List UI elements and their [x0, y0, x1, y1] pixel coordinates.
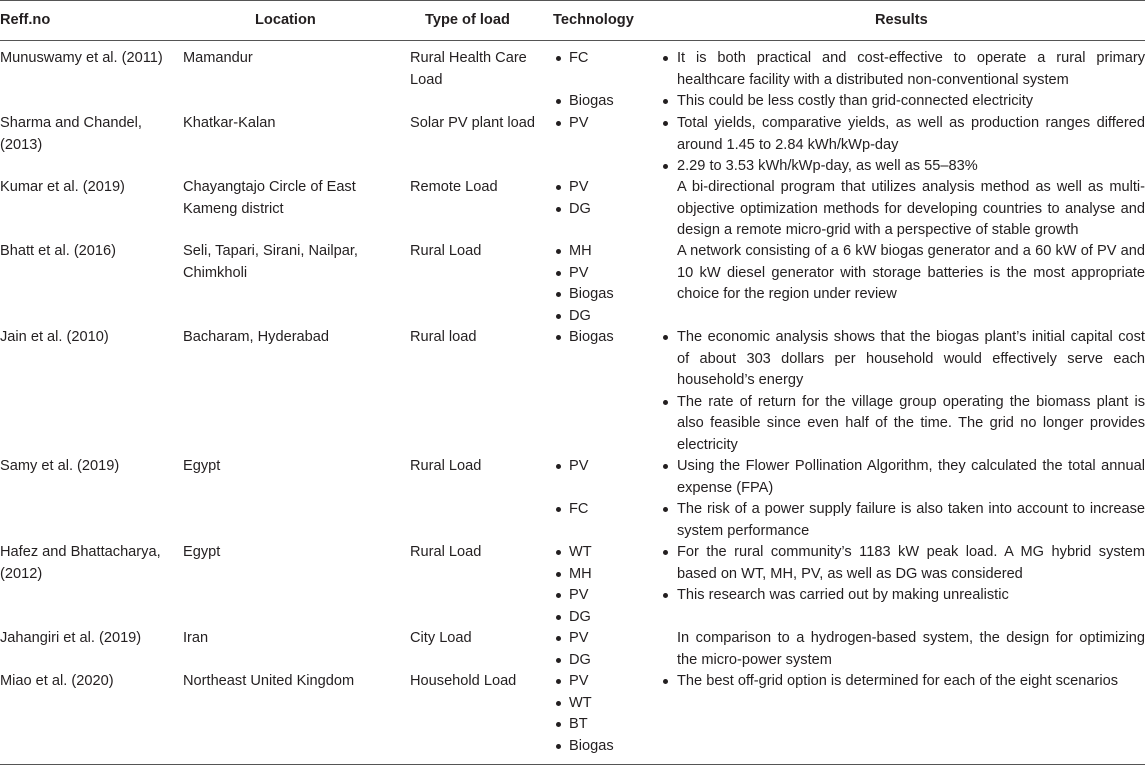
- header-ref: Reff.no: [0, 12, 51, 28]
- tech-item: MH: [555, 241, 645, 263]
- tech-item: MH: [555, 564, 645, 586]
- header-load: Type of load: [425, 12, 510, 28]
- result-item: Using the Flower Pollination Algorithm, they calculated the total annual expense (FPA): [660, 456, 1145, 499]
- row-7-ref: Hafez and Bhattacharya, (2012): [0, 544, 161, 582]
- row-5-results: [660, 327, 1145, 456]
- row-7-tech: [555, 542, 645, 628]
- tech-item: PV: [555, 671, 645, 693]
- row-4-tech: [555, 241, 645, 327]
- result-item: 2.29 to 3.53 kWh/kWp-day, as well as 55–83%: [660, 156, 1145, 178]
- row-9-ref: Miao et al. (2020): [0, 673, 114, 689]
- row-9-tech: [555, 671, 645, 757]
- tech-item: Biogas: [555, 327, 645, 349]
- tech-item: Biogas: [555, 91, 645, 113]
- row-9-location: Northeast United Kingdom: [183, 673, 355, 689]
- tech-item: FC: [555, 48, 645, 70]
- tech-item: PV: [555, 177, 645, 199]
- row-1-location: Mamandur: [183, 50, 253, 66]
- result-item: This could be less costly than grid-connected electricity: [660, 91, 1145, 113]
- tech-item: FC: [555, 499, 645, 521]
- row-4-load: Rural Load: [410, 243, 482, 259]
- row-6-ref: Samy et al. (2019): [0, 458, 120, 474]
- header-results: Results: [875, 12, 928, 28]
- row-3-location: Chayangtajo Circle of East Kameng district: [183, 179, 356, 217]
- row-4-ref: Bhatt et al. (2016): [0, 243, 117, 259]
- row-7-load: Rural Load: [410, 544, 482, 560]
- tech-item: WT: [555, 542, 645, 564]
- top-rule: [0, 0, 1145, 1]
- tech-item: DG: [555, 607, 645, 629]
- result-item: For the rural community’s 1183 kW peak load. A MG hybrid system based on WT, MH, PV, as well as DG was considered: [660, 542, 1145, 585]
- row-1-tech: [555, 48, 645, 70]
- row-8-load: City Load: [410, 630, 472, 646]
- result-item: Total yields, comparative yields, as well as production ranges differed around 1.45 to 2.84 kWh/kWp-day: [660, 113, 1145, 156]
- row-3-results: A bi-directional program that utilizes analysis method as well as multi-objective optimization methods for developing countries to analyse and design a remote micro-grid with a perspective of stable growth: [677, 179, 1145, 238]
- result-item: The rate of return for the village group operating the biomass plant is also feasible since even half of the time. The grid no longer provides electricity: [660, 392, 1145, 457]
- tech-item: PV: [555, 263, 645, 285]
- tech-item: WT: [555, 693, 645, 715]
- tech-item: PV: [555, 628, 645, 650]
- row-2-results: [660, 113, 1145, 178]
- row-5-location: Bacharam, Hyderabad: [183, 329, 330, 345]
- row-6-location: Egypt: [183, 458, 221, 474]
- row-1-results: [660, 48, 1145, 113]
- row-2-load: Solar PV plant load: [410, 115, 535, 131]
- row-8-ref: Jahangiri et al. (2019): [0, 630, 142, 646]
- tech-item: DG: [555, 650, 645, 672]
- row-5-tech: [555, 327, 645, 349]
- result-item: The economic analysis shows that the biogas plant’s initial capital cost of about 303 dollars per household would effectively serve each household’s energy: [660, 327, 1145, 392]
- tech-item: Biogas: [555, 284, 645, 306]
- bottom-rule: [0, 764, 1145, 765]
- row-1-ref: Munuswamy et al. (2011): [0, 50, 163, 66]
- tech-item: BT: [555, 714, 645, 736]
- tech-item: DG: [555, 306, 645, 328]
- row-3-tech: [555, 177, 645, 220]
- tech-item: PV: [555, 456, 645, 478]
- row-7-results: [660, 542, 1145, 607]
- row-6-tech: [555, 456, 645, 478]
- row-2-location: Khatkar-Kalan: [183, 115, 276, 131]
- header-location: Location: [255, 12, 316, 28]
- row-7-location: Egypt: [183, 544, 221, 560]
- row-5-ref: Jain et al. (2010): [0, 329, 109, 345]
- row-6-load: Rural Load: [410, 458, 482, 474]
- tech-item: PV: [555, 585, 645, 607]
- result-item: The best off-grid option is determined for each of the eight scenarios: [660, 671, 1145, 693]
- row-5-load: Rural load: [410, 329, 477, 345]
- row-4-results: A network consisting of a 6 kW biogas generator and a 60 kW of PV and 10 kW diesel generator with storage batteries is the most appropriate choice for the region under review: [677, 243, 1145, 302]
- row-2-tech: [555, 113, 645, 135]
- tech-item: DG: [555, 199, 645, 221]
- header-technology: Technology: [553, 12, 634, 28]
- row-3-load: Remote Load: [410, 179, 498, 195]
- row-4-location: Seli, Tapari, Sirani, Nailpar, Chimkholi: [183, 243, 358, 281]
- result-item: It is both practical and cost-effective to operate a rural primary healthcare facility with a distributed non-conventional system: [660, 48, 1145, 91]
- row-8-location: Iran: [183, 630, 209, 646]
- tech-item: PV: [555, 113, 645, 135]
- result-item: This research was carried out by making unrealistic: [660, 585, 1145, 607]
- row-2-ref: Sharma and Chandel, (2013): [0, 115, 142, 153]
- row-8-results: In comparison to a hydrogen-based system, the design for optimizing the micro-power system: [677, 630, 1145, 668]
- result-item: The risk of a power supply failure is also taken into account to increase system performance: [660, 499, 1145, 542]
- row-1-load: Rural Health Care Load: [410, 50, 527, 88]
- row-9-results: [660, 671, 1145, 693]
- row-1-tech-2: [555, 91, 645, 113]
- row-6-tech-2: [555, 499, 645, 521]
- tech-item: Biogas: [555, 736, 645, 758]
- header-rule: [0, 40, 1145, 41]
- row-6-results: [660, 456, 1145, 542]
- row-8-tech: [555, 628, 645, 671]
- row-9-load: Household Load: [410, 673, 517, 689]
- row-3-ref: Kumar et al. (2019): [0, 179, 125, 195]
